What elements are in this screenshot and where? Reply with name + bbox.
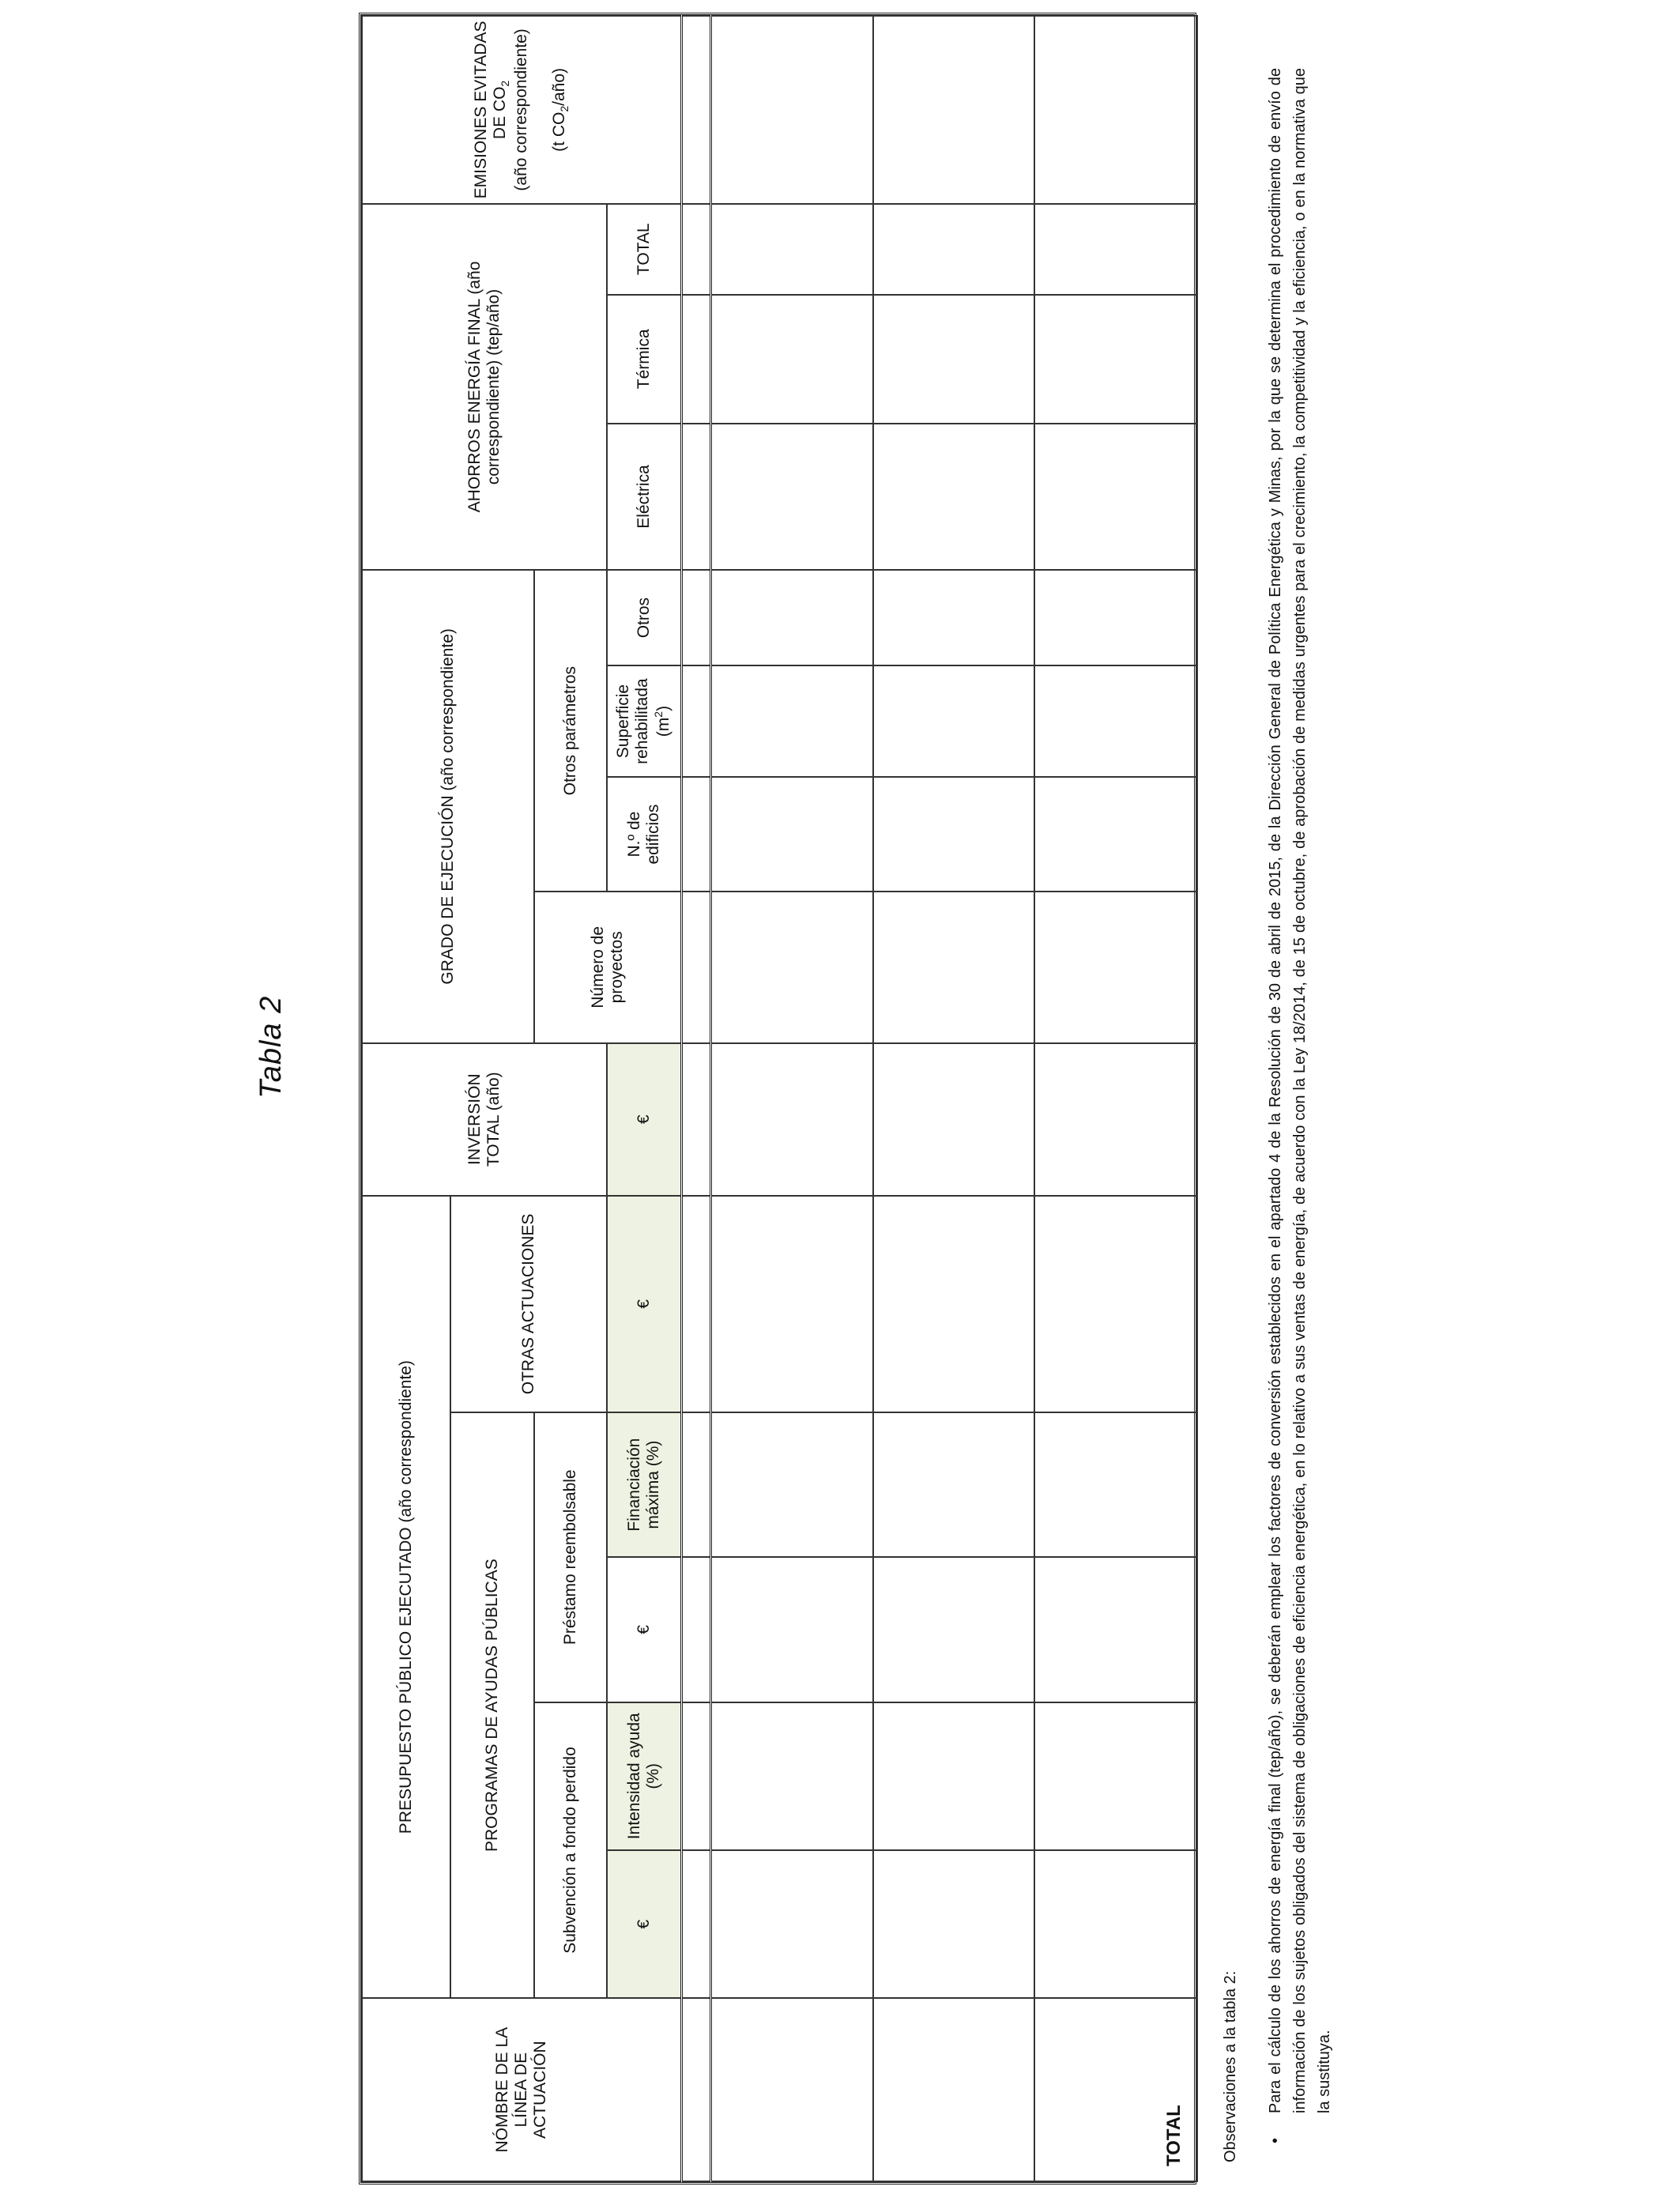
table-row — [710, 16, 873, 2181]
table-cell — [873, 665, 1034, 777]
table-cell — [1034, 1850, 1197, 1998]
emisiones-note: (año correspondiente) — [511, 28, 530, 191]
unit-euro-subvencion: € — [607, 1850, 681, 1998]
total-row-label: TOTAL — [1034, 1998, 1197, 2181]
data-table — [359, 13, 1196, 2185]
separator-cell — [681, 1702, 710, 1850]
header-termica: Térmica — [607, 295, 681, 424]
table-cell — [710, 1196, 873, 1412]
emisiones-unit-a: (t CO — [549, 111, 568, 152]
table-cell — [873, 1196, 1034, 1412]
unit-intensidad-ayuda: Intensidad ayuda (%) — [607, 1702, 681, 1850]
separator-cell — [681, 1412, 710, 1557]
separator-cell — [681, 204, 710, 295]
table-cell — [873, 16, 1034, 204]
unit-euro-inversion: € — [607, 1043, 681, 1196]
header-subvencion: Subvención a fondo perdido — [534, 1702, 607, 1999]
table-cell — [710, 892, 873, 1042]
table-cell — [710, 1998, 873, 2181]
table-cell — [873, 777, 1034, 892]
emisiones-subscript: 2 — [499, 80, 512, 87]
emisiones-label: EMISIONES EVITADAS DE CO — [472, 21, 510, 199]
superficie-close: ) — [654, 705, 673, 711]
separator-cell — [681, 16, 710, 204]
header-programas-ayudas: PROGRAMAS DE AYUDAS PÚBLICAS — [450, 1412, 534, 1998]
observations — [1219, 68, 1337, 2162]
separator-cell — [681, 1196, 710, 1412]
table-cell — [710, 570, 873, 665]
header-ahorros-energia: AHORROS ENERGÍA FINAL (año correspondiente) (tep/año) — [362, 204, 607, 570]
separator-cell — [681, 295, 710, 424]
separator-cell — [681, 777, 710, 892]
table-cell — [1034, 777, 1197, 892]
table-cell — [873, 892, 1034, 1042]
table-cell — [710, 1557, 873, 1702]
header-n-edificios: N.º de edificios — [607, 777, 681, 892]
observations-title: Observaciones a la tabla 2: — [1222, 1970, 1239, 2162]
emisiones-unit-b: /año) — [549, 68, 568, 106]
header-total: TOTAL — [607, 204, 681, 295]
table-cell — [710, 1702, 873, 1850]
separator-cell — [681, 665, 710, 777]
table-cell — [710, 204, 873, 295]
unit-euro-prestamo: € — [607, 1557, 681, 1702]
table-cell — [1034, 16, 1197, 204]
table-cell — [1034, 570, 1197, 665]
table-cell — [1034, 424, 1197, 570]
table-cell — [710, 1850, 873, 1998]
table-cell — [873, 424, 1034, 570]
separator-cell — [681, 1850, 710, 1998]
table-cell — [873, 295, 1034, 424]
table-cell — [710, 295, 873, 424]
table-cell — [873, 1043, 1034, 1196]
header-presupuesto: PRESUPUESTO PÚBLICO EJECUTADO (año correspondiente) — [362, 1196, 450, 1998]
separator-cell — [681, 1043, 710, 1196]
header-emisiones-evitadas — [362, 16, 681, 204]
table-cell — [710, 665, 873, 777]
header-otras-actuaciones: OTRAS ACTUACIONES — [450, 1196, 607, 1412]
header-otros-parametros: Otros parámetros — [534, 570, 607, 892]
table-cell — [1034, 1702, 1197, 1850]
table-cell — [710, 1412, 873, 1557]
table-cell — [710, 424, 873, 570]
unit-financiacion-maxima: Financiación máxima (%) — [607, 1412, 681, 1557]
header-otros: Otros — [607, 570, 681, 665]
header-prestamo: Préstamo reembolsable — [534, 1412, 607, 1702]
table-title: Tabla 2 — [254, 995, 288, 1099]
table-cell — [873, 1850, 1034, 1998]
separator-cell — [681, 892, 710, 1042]
table-cell — [873, 1998, 1034, 2181]
separator-cell — [681, 424, 710, 570]
table-cell — [1034, 295, 1197, 424]
table-row — [873, 16, 1034, 2181]
table-cell — [1034, 1412, 1197, 1557]
unit-euro-otras: € — [607, 1196, 681, 1412]
separator-cell — [681, 1557, 710, 1702]
table-cell — [1034, 1557, 1197, 1702]
table-cell — [873, 1557, 1034, 1702]
emisiones-unit-subscript: 2 — [558, 105, 571, 112]
total-row — [1034, 16, 1197, 2181]
header-superficie-rehabilitada — [607, 665, 681, 777]
header-grado-ejecucion: GRADO DE EJECUCIÓN (año correspondiente) — [362, 570, 534, 1042]
observations-bullet — [1264, 68, 1337, 2162]
table-cell — [873, 204, 1034, 295]
separator-cell — [681, 1998, 710, 2181]
table-cell — [1034, 204, 1197, 295]
table-cell — [873, 570, 1034, 665]
table-cell — [1034, 665, 1197, 777]
table-cell — [1034, 1196, 1197, 1412]
table-cell — [710, 777, 873, 892]
table-cell — [873, 1702, 1034, 1850]
header-electrica: Eléctrica — [607, 424, 681, 570]
superficie-superscript: 2 — [652, 711, 665, 718]
observations-text: Para el cálculo de los ahorros de energía final (tep/año), se deberán emplear los factores de conversión establecidos en el apartado 4 de la Resolución de 30 de abril de 2015, de la Dirección General de Política Energética y Minas, por la que se determina el procedimiento de envío de información de los sujetos obligados del sistema de obligaciones de eficiencia energética, en lo relativo a sus ventas de energía, de acuerdo con la Ley 18/2014, de 15 de octubre, de aprobación de medidas urgentes para el crecimiento, la competitividad y la eficiencia, o en la normativa que la sustituya. — [1267, 68, 1333, 2113]
bullet-dot-icon: • — [1267, 2137, 1284, 2143]
superficie-label: Superficie rehabilitada (m — [614, 678, 673, 764]
table-cell — [873, 1412, 1034, 1557]
table-cell — [1034, 1043, 1197, 1196]
table-cell — [710, 16, 873, 204]
header-inversion-total: INVERSIÓN TOTAL (año) — [362, 1043, 607, 1196]
header-numero-proyectos: Número de proyectos — [534, 892, 681, 1042]
table-cell — [710, 1043, 873, 1196]
separator-cell — [681, 570, 710, 665]
table-cell — [1034, 892, 1197, 1042]
header-nombre-linea: NÓMBRE DE LA LÍNEA DE ACTUACIÓN — [362, 1998, 681, 2181]
